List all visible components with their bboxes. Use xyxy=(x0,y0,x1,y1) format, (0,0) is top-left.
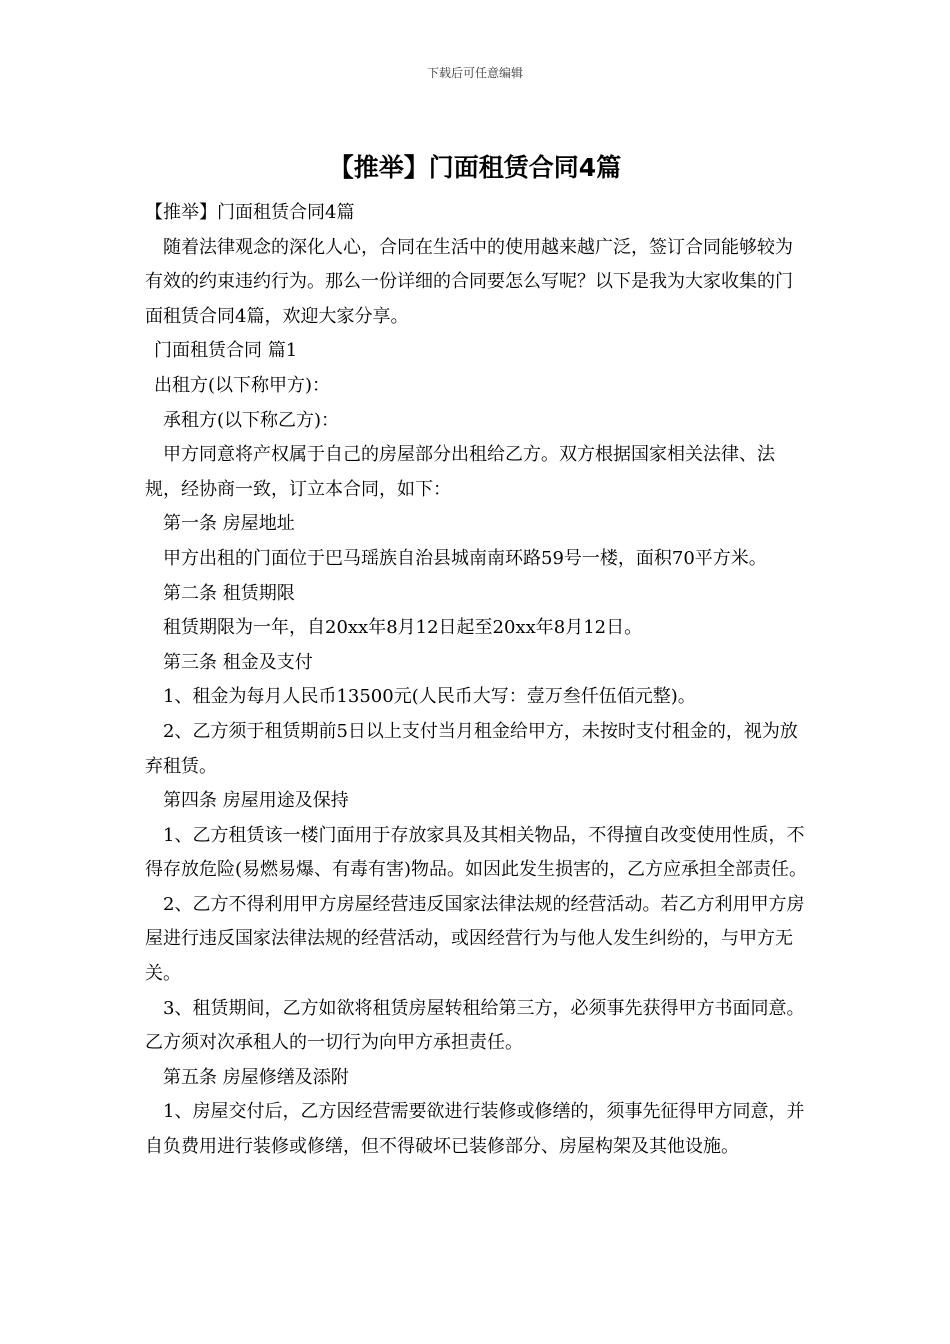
document-body xyxy=(145,196,809,1165)
article-heading: 第三条 租金及支付 xyxy=(163,651,313,673)
header-note: 下载后可任意编辑 xyxy=(426,66,523,80)
intro-paragraph: 随着法律观念的深化人心，合同在生活中的使用越来越广泛，签订合同能够较为有效的约束违约行为。那么一份详细的合同要怎么写呢？以下是我为大家收集的门面租赁合同4篇，欢迎大家分享。 xyxy=(145,236,793,327)
article-paragraph: 1、乙方租赁该一楼门面用于存放家具及其相关物品，不得擅自改变使用性质，不得存放危险(易燃易爆、有毒有害)物品。如因此发生损害的，乙方应承担全部责任。 xyxy=(145,824,808,881)
article-paragraph: 2、乙方须于租赁期前5日以上支付当月租金给甲方，未按时支付租金的，视为放弃租赁。 xyxy=(145,720,798,777)
lessor-line: 出租方(以下称甲方)： xyxy=(154,374,331,396)
article-heading: 第五条 房屋修缮及添附 xyxy=(163,1066,349,1088)
intro-heading: 【推举】门面租赁合同4篇 xyxy=(145,202,355,223)
article-paragraph: 1、房屋交付后，乙方因经营需要欲进行装修或修缮的，须事先征得甲方同意，并自负费用进行装修或修缮，但不得破坏已装修部分、房屋构架及其他设施。 xyxy=(145,1101,805,1158)
article-heading: 第一条 房屋地址 xyxy=(163,513,295,535)
article-paragraph: 3、租赁期间，乙方如欲将租赁房屋转租给第三方，必须事先获得甲方书面同意。乙方须对次承租人的一切行为向甲方承担责任。 xyxy=(145,997,805,1054)
article-paragraph: 甲方出租的门面位于巴马瑶族自治县城南南环路59号一楼，面积70平方米。 xyxy=(163,547,767,569)
article-paragraph: 2、乙方不得利用甲方房屋经营违反国家法律法规的经营活动。若乙方利用甲方房屋进行违反国家法律法规的经营活动，或因经营行为与他人发生纠纷的，与甲方无关。 xyxy=(145,893,805,985)
article-heading: 第二条 租赁期限 xyxy=(163,582,295,604)
document-title: 【推举】门面租赁合同4篇 xyxy=(328,153,622,182)
section-title: 门面租赁合同 篇1 xyxy=(154,340,298,362)
agreement-paragraph: 甲方同意将产权属于自己的房屋部分出租给乙方。双方根据国家相关法律、法规，经协商一致，订立本合同，如下： xyxy=(145,444,775,500)
lessee-line: 承租方(以下称乙方)： xyxy=(163,409,340,431)
article-paragraph: 租赁期限为一年，自20xx年8月12日起至20xx年8月12日。 xyxy=(163,617,643,639)
article-heading: 第四条 房屋用途及保持 xyxy=(163,790,349,812)
article-paragraph: 1、租金为每月人民币13500元(人民币大写：壹万叁仟伍佰元整)。 xyxy=(163,686,696,708)
